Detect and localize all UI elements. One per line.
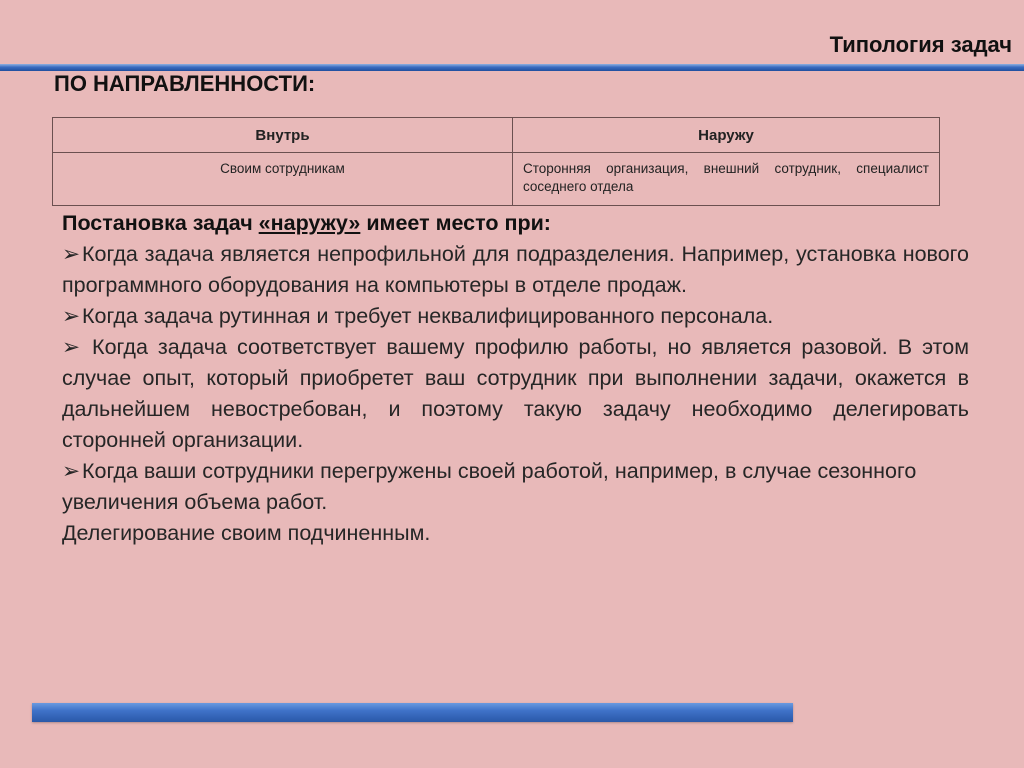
arrow-bullet-icon: ➢ <box>62 335 81 359</box>
arrow-bullet-icon: ➢ <box>62 304 81 328</box>
closing-line: Делегирование своим подчиненным. <box>62 521 431 545</box>
lead-emphasis: «наружу» <box>258 211 361 235</box>
table-cell-inward: Своим сотрудникам <box>53 153 513 206</box>
bullet-item <box>62 456 969 518</box>
table-cell-outward: Сторонняя организация, внешний сотрудник, специалист соседнего отдела <box>513 153 940 206</box>
arrow-bullet-icon: ➢ <box>62 242 81 266</box>
lead-suffix: имеет место при: <box>360 211 551 235</box>
bullet-item <box>62 301 969 332</box>
arrow-bullet-icon: ➢ <box>62 459 81 483</box>
table-header-outward: Наружу <box>513 118 940 153</box>
table-header-inward: Внутрь <box>53 118 513 153</box>
section-heading: ПО НАПРАВЛЕННОСТИ: <box>54 71 316 96</box>
table-header-row <box>53 118 940 153</box>
bullet-item <box>62 332 969 456</box>
bottom-accent-bar <box>32 703 793 722</box>
bullet-item <box>62 239 969 301</box>
typology-table <box>52 117 940 206</box>
bullet-text: Когда задача рутинная и требует неквалифицированного персонала. <box>82 304 774 328</box>
lead-prefix: Постановка задач <box>62 211 259 235</box>
table-row <box>53 153 940 206</box>
bullet-text: Когда задача соответствует вашему профилю работы, но является разовой. В этом случае опыт, который приобретет ваш сотрудник при выполнении задачи, окажется в дальнейшем невостребован, и поэтому такую задачу необходимо делегировать сторонней организации. <box>62 335 969 452</box>
slide-title: Типология задач <box>829 32 1012 57</box>
bullet-text: Когда задача является непрофильной для подразделения. Например, установка нового программного оборудования на компьютеры в отделе продаж. <box>62 242 969 297</box>
bullet-text: Когда ваши сотрудники перегружены своей работой, например, в случае сезонного увеличения объема работ. <box>62 459 917 514</box>
top-divider-bar <box>0 64 1024 71</box>
lead-paragraph <box>62 208 969 239</box>
body-text <box>62 208 969 549</box>
